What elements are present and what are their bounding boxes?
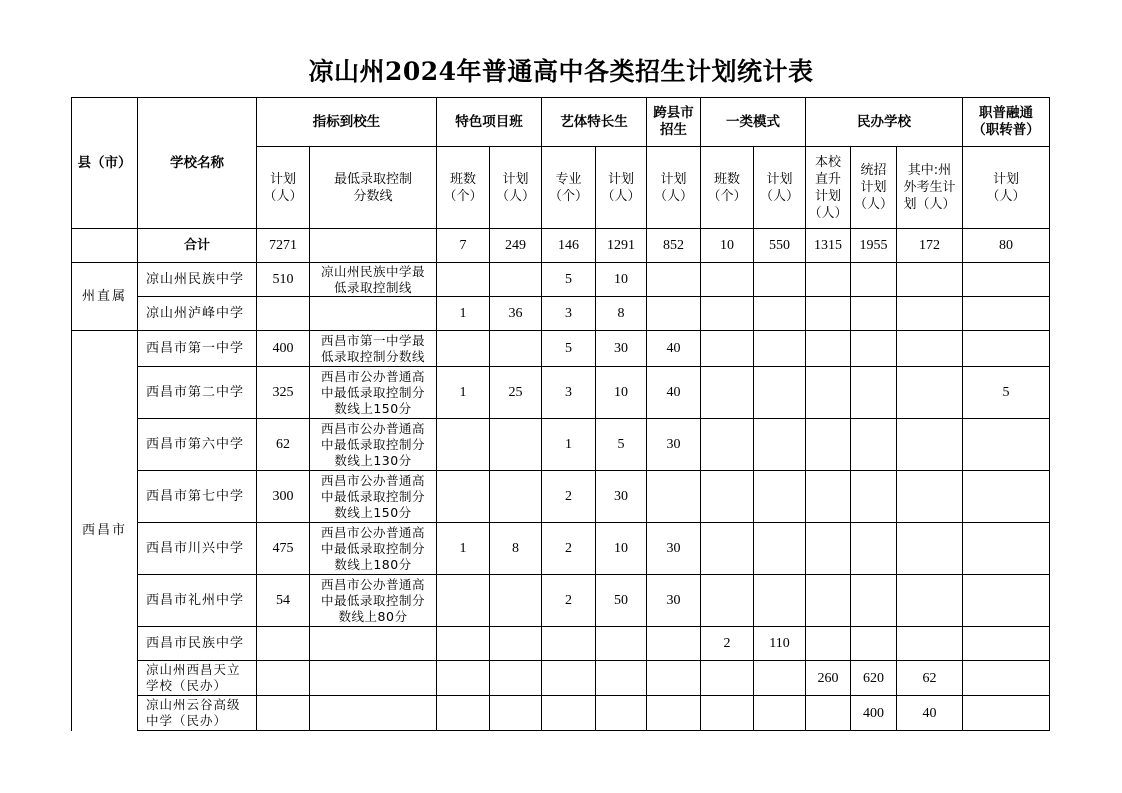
- value-cell: [701, 297, 754, 331]
- total-county-cell: [72, 229, 138, 263]
- value-cell: [754, 523, 806, 575]
- header-class-one-mode: 一类模式: [701, 98, 806, 147]
- value-cell: 400: [851, 696, 897, 731]
- value-cell: [851, 297, 897, 331]
- value-cell: [490, 575, 542, 627]
- value-cell: 5: [596, 419, 647, 471]
- value-cell: [701, 661, 754, 696]
- table-row: [72, 331, 1050, 367]
- value-cell: 3: [542, 367, 596, 419]
- value-cell: 5: [542, 263, 596, 297]
- min-score-cell: 凉山州民族中学最 低录取控制线: [310, 263, 437, 297]
- min-score-cell: 西昌市公办普通高 中最低录取控制分 数线上150分: [310, 367, 437, 419]
- value-cell: 260: [806, 661, 851, 696]
- header-cross-county-plan: 计划 （人）: [647, 147, 701, 229]
- total-value: 1315: [806, 229, 851, 263]
- value-cell: [851, 367, 897, 419]
- county-cell: 西昌市: [72, 331, 138, 731]
- value-cell: [806, 419, 851, 471]
- min-score-cell: 西昌市第一中学最 低录取控制分数线: [310, 331, 437, 367]
- min-score-cell: 西昌市公办普通高 中最低录取控制分 数线上180分: [310, 523, 437, 575]
- value-cell: 1: [437, 523, 490, 575]
- value-cell: [257, 627, 310, 661]
- header-arts-major-count: 专业 （个）: [542, 147, 596, 229]
- value-cell: [701, 523, 754, 575]
- value-cell: [647, 696, 701, 731]
- value-cell: [647, 297, 701, 331]
- value-cell: [754, 696, 806, 731]
- value-cell: 110: [754, 627, 806, 661]
- table-row: [72, 696, 1050, 731]
- value-cell: [851, 263, 897, 297]
- value-cell: [437, 696, 490, 731]
- total-row: [72, 229, 1050, 263]
- value-cell: [806, 297, 851, 331]
- value-cell: [257, 297, 310, 331]
- value-cell: [647, 471, 701, 523]
- value-cell: 1: [437, 367, 490, 419]
- total-value: 249: [490, 229, 542, 263]
- table-row: [72, 575, 1050, 627]
- value-cell: 475: [257, 523, 310, 575]
- header-featured-class: 特色项目班: [437, 98, 542, 147]
- value-cell: 30: [596, 471, 647, 523]
- value-cell: [897, 627, 963, 661]
- value-cell: 1: [542, 419, 596, 471]
- value-cell: 10: [596, 523, 647, 575]
- value-cell: [754, 419, 806, 471]
- value-cell: [490, 696, 542, 731]
- min-score-cell: 西昌市公办普通高 中最低录取控制分 数线上80分: [310, 575, 437, 627]
- value-cell: 36: [490, 297, 542, 331]
- header-unified-plan: 统招 计划 （人）: [851, 147, 897, 229]
- value-cell: [647, 627, 701, 661]
- value-cell: [851, 523, 897, 575]
- value-cell: [437, 627, 490, 661]
- value-cell: [897, 263, 963, 297]
- header-county: 县（市）: [72, 98, 138, 229]
- value-cell: [437, 575, 490, 627]
- value-cell: [806, 263, 851, 297]
- value-cell: 40: [897, 696, 963, 731]
- table-row: [72, 661, 1050, 696]
- min-score-cell: [310, 297, 437, 331]
- value-cell: [897, 297, 963, 331]
- value-cell: [257, 661, 310, 696]
- value-cell: [806, 523, 851, 575]
- total-value: 146: [542, 229, 596, 263]
- total-label: 合计: [138, 229, 257, 263]
- header-vocational: 职普融通 （职转普）: [963, 98, 1050, 147]
- min-score-cell: 西昌市公办普通高 中最低录取控制分 数线上150分: [310, 471, 437, 523]
- value-cell: 2: [701, 627, 754, 661]
- value-cell: [596, 696, 647, 731]
- value-cell: 8: [490, 523, 542, 575]
- header-indicator-plan: 计划 （人）: [257, 147, 310, 229]
- header-promote-plan: 本校 直升 计划 （人）: [806, 147, 851, 229]
- value-cell: 30: [596, 331, 647, 367]
- value-cell: [754, 575, 806, 627]
- header-indicator: 指标到校生: [257, 98, 437, 147]
- header-arts-students: 艺体特长生: [542, 98, 647, 147]
- value-cell: [806, 575, 851, 627]
- table-row: [72, 263, 1050, 297]
- value-cell: 30: [647, 419, 701, 471]
- table-row: [72, 367, 1050, 419]
- header-outside-plan: 其中:州 外考生计 划（人）: [897, 147, 963, 229]
- table-row: [72, 627, 1050, 661]
- value-cell: 2: [542, 575, 596, 627]
- value-cell: [897, 523, 963, 575]
- value-cell: 62: [257, 419, 310, 471]
- value-cell: 400: [257, 331, 310, 367]
- value-cell: 620: [851, 661, 897, 696]
- value-cell: [542, 627, 596, 661]
- value-cell: [963, 696, 1050, 731]
- value-cell: [963, 471, 1050, 523]
- header-class-one-count: 班数 （个）: [701, 147, 754, 229]
- value-cell: [806, 627, 851, 661]
- value-cell: [701, 471, 754, 523]
- value-cell: [490, 471, 542, 523]
- total-value: 1955: [851, 229, 897, 263]
- header-arts-plan: 计划 （人）: [596, 147, 647, 229]
- value-cell: [754, 331, 806, 367]
- header-cross-county: 跨县市 招生: [647, 98, 701, 147]
- value-cell: [596, 661, 647, 696]
- enrollment-plan-table: [71, 97, 1050, 731]
- school-name: 凉山州民族中学: [138, 263, 257, 297]
- value-cell: [437, 331, 490, 367]
- value-cell: [754, 367, 806, 419]
- value-cell: [963, 419, 1050, 471]
- value-cell: [437, 661, 490, 696]
- header-vocational-plan: 计划 （人）: [963, 147, 1050, 229]
- value-cell: [437, 419, 490, 471]
- total-value: 1291: [596, 229, 647, 263]
- value-cell: 5: [963, 367, 1050, 419]
- header-class-one-plan: 计划 （人）: [754, 147, 806, 229]
- value-cell: [754, 263, 806, 297]
- total-value: 7: [437, 229, 490, 263]
- value-cell: [701, 419, 754, 471]
- min-score-cell: [310, 661, 437, 696]
- value-cell: [701, 367, 754, 419]
- value-cell: [490, 331, 542, 367]
- value-cell: [851, 627, 897, 661]
- value-cell: 8: [596, 297, 647, 331]
- value-cell: [647, 661, 701, 696]
- school-name: 凉山州泸峰中学: [138, 297, 257, 331]
- page-title: 凉山州2024年普通高中各类招生计划统计表: [308, 57, 814, 86]
- total-value: 7271: [257, 229, 310, 263]
- school-name: 西昌市礼州中学: [138, 575, 257, 627]
- header-private-school: 民办学校: [806, 98, 963, 147]
- value-cell: [851, 331, 897, 367]
- value-cell: [897, 419, 963, 471]
- value-cell: [701, 263, 754, 297]
- value-cell: [596, 627, 647, 661]
- value-cell: [647, 263, 701, 297]
- value-cell: 40: [647, 367, 701, 419]
- value-cell: [897, 471, 963, 523]
- school-name: 西昌市第二中学: [138, 367, 257, 419]
- school-name: 西昌市第一中学: [138, 331, 257, 367]
- school-name: 西昌市第七中学: [138, 471, 257, 523]
- value-cell: [490, 419, 542, 471]
- value-cell: [490, 627, 542, 661]
- value-cell: 325: [257, 367, 310, 419]
- value-cell: [806, 471, 851, 523]
- min-score-cell: [310, 627, 437, 661]
- value-cell: 10: [596, 263, 647, 297]
- value-cell: [963, 297, 1050, 331]
- value-cell: 1: [437, 297, 490, 331]
- value-cell: [490, 661, 542, 696]
- value-cell: 510: [257, 263, 310, 297]
- value-cell: [437, 471, 490, 523]
- table-row: [72, 471, 1050, 523]
- school-name: 凉山州西昌天立 学校（民办）: [138, 661, 257, 696]
- value-cell: [754, 471, 806, 523]
- value-cell: [963, 627, 1050, 661]
- table-row: [72, 523, 1050, 575]
- total-value: 550: [754, 229, 806, 263]
- value-cell: 5: [542, 331, 596, 367]
- value-cell: [542, 661, 596, 696]
- table-row: [72, 297, 1050, 331]
- value-cell: [897, 367, 963, 419]
- value-cell: 50: [596, 575, 647, 627]
- value-cell: 62: [897, 661, 963, 696]
- value-cell: 25: [490, 367, 542, 419]
- value-cell: [963, 331, 1050, 367]
- school-name: 凉山州云谷高级 中学（民办）: [138, 696, 257, 731]
- value-cell: [851, 575, 897, 627]
- value-cell: [542, 696, 596, 731]
- value-cell: 30: [647, 575, 701, 627]
- school-name: 西昌市川兴中学: [138, 523, 257, 575]
- table-row: [72, 419, 1050, 471]
- value-cell: [754, 297, 806, 331]
- value-cell: [963, 263, 1050, 297]
- value-cell: 2: [542, 523, 596, 575]
- value-cell: [963, 661, 1050, 696]
- value-cell: 300: [257, 471, 310, 523]
- school-name: 西昌市第六中学: [138, 419, 257, 471]
- value-cell: [437, 263, 490, 297]
- value-cell: [963, 575, 1050, 627]
- value-cell: 10: [596, 367, 647, 419]
- min-score-cell: [310, 696, 437, 731]
- value-cell: 3: [542, 297, 596, 331]
- value-cell: [806, 331, 851, 367]
- header-min-score: 最低录取控制 分数线: [310, 147, 437, 229]
- header-featured-plan: 计划 （人）: [490, 147, 542, 229]
- value-cell: [490, 263, 542, 297]
- value-cell: 30: [647, 523, 701, 575]
- value-cell: [897, 575, 963, 627]
- value-cell: [257, 696, 310, 731]
- county-cell: 州直属: [72, 263, 138, 331]
- total-value: 852: [647, 229, 701, 263]
- value-cell: 40: [647, 331, 701, 367]
- value-cell: [963, 523, 1050, 575]
- value-cell: [754, 661, 806, 696]
- school-name: 西昌市民族中学: [138, 627, 257, 661]
- header-featured-class-count: 班数 （个）: [437, 147, 490, 229]
- value-cell: 2: [542, 471, 596, 523]
- total-value: 10: [701, 229, 754, 263]
- value-cell: [897, 331, 963, 367]
- value-cell: [806, 367, 851, 419]
- total-value: 172: [897, 229, 963, 263]
- value-cell: 54: [257, 575, 310, 627]
- value-cell: [806, 696, 851, 731]
- value-cell: [701, 696, 754, 731]
- value-cell: [701, 331, 754, 367]
- min-score-cell: 西昌市公办普通高 中最低录取控制分 数线上130分: [310, 419, 437, 471]
- total-value: [310, 229, 437, 263]
- total-value: 80: [963, 229, 1050, 263]
- value-cell: [701, 575, 754, 627]
- value-cell: [851, 471, 897, 523]
- value-cell: [851, 419, 897, 471]
- header-school-name: 学校名称: [138, 98, 257, 229]
